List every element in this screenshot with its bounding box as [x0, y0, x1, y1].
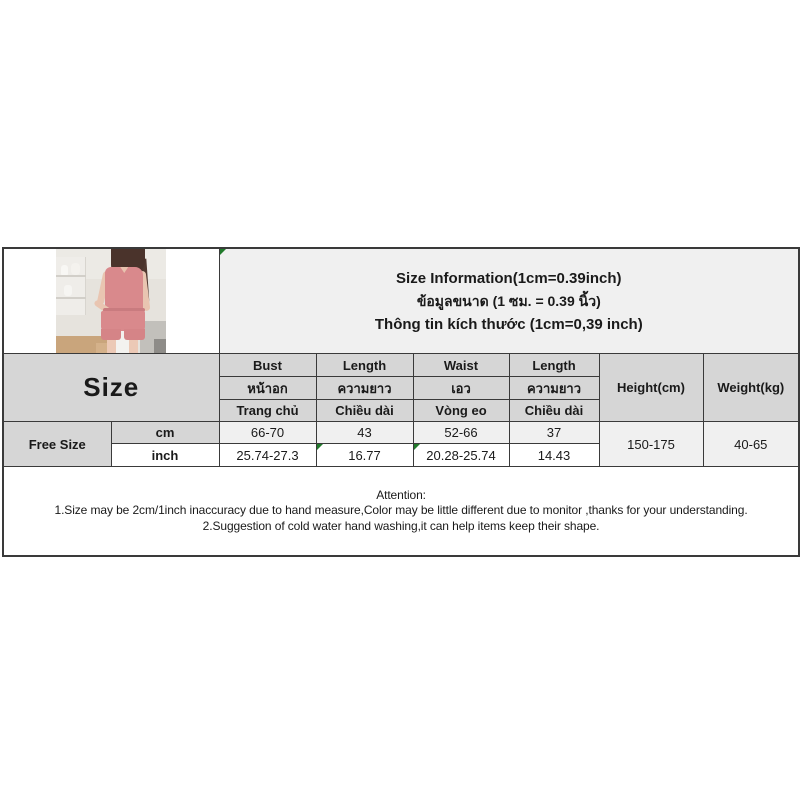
col-header-bust: Bust [219, 354, 316, 377]
length-2-cm-value: 37 [509, 422, 599, 444]
size-row-label: Free Size [3, 422, 111, 467]
length-cm-value: 43 [316, 422, 413, 444]
col-header-length-2: Length [509, 354, 599, 377]
col-header-waist-vi: Vòng eo [413, 400, 509, 422]
product-photo-icon [56, 249, 166, 353]
waist-inch-value [413, 444, 509, 467]
size-label: Size [3, 354, 219, 422]
weight-value: 40-65 [703, 422, 799, 467]
col-header-bust-th: หน้าอก [219, 377, 316, 400]
length-inch-text: 16.77 [348, 447, 381, 463]
bust-cm-value: 66-70 [219, 422, 316, 444]
attention-note-1: 1.Size may be 2cm/1inch inaccuracy due to hand measure,Color may be little different due to monitor ,thanks for your understanding. [54, 503, 748, 517]
length-inch-value [316, 444, 413, 467]
col-header-waist: Waist [413, 354, 509, 377]
size-info-title-en: Size Information(1cm=0.39inch) [396, 269, 622, 287]
col-header-weight: Weight(kg) [703, 354, 799, 422]
col-header-length-2-th: ความยาว [509, 377, 599, 400]
size-chart-table [2, 247, 800, 557]
bust-inch-value: 25.74-27.3 [219, 444, 316, 467]
length-2-inch-value: 14.43 [509, 444, 599, 467]
col-header-height: Height(cm) [599, 354, 703, 422]
col-header-length: Length [316, 354, 413, 377]
size-info-title-th: ข้อมูลขนาด (1 ซม. = 0.39 นิ้ว) [416, 292, 601, 309]
attention-section [3, 467, 799, 556]
col-header-length-2-vi: Chiều dài [509, 400, 599, 422]
excel-flag-icon [220, 249, 226, 255]
col-header-bust-vi: Trang chủ [219, 400, 316, 422]
unit-cm-label: cm [111, 422, 219, 444]
height-value: 150-175 [599, 422, 703, 467]
excel-flag-icon [317, 444, 323, 450]
waist-inch-text: 20.28-25.74 [426, 447, 496, 463]
product-photo-cell [3, 248, 219, 354]
unit-inch-label: inch [111, 444, 219, 467]
col-header-length-th: ความยาว [316, 377, 413, 400]
attention-heading: Attention: [376, 487, 426, 502]
col-header-waist-th: เอว [413, 377, 509, 400]
excel-flag-icon [414, 444, 420, 450]
waist-cm-value: 52-66 [413, 422, 509, 444]
col-header-length-vi: Chiều dài [316, 400, 413, 422]
size-info-title-vi: Thông tin kích thước (1cm=0,39 inch) [374, 315, 643, 333]
size-information-header [219, 248, 799, 354]
attention-note-2: 2.Suggestion of cold water hand washing,it can help items keep their shape. [202, 518, 600, 533]
